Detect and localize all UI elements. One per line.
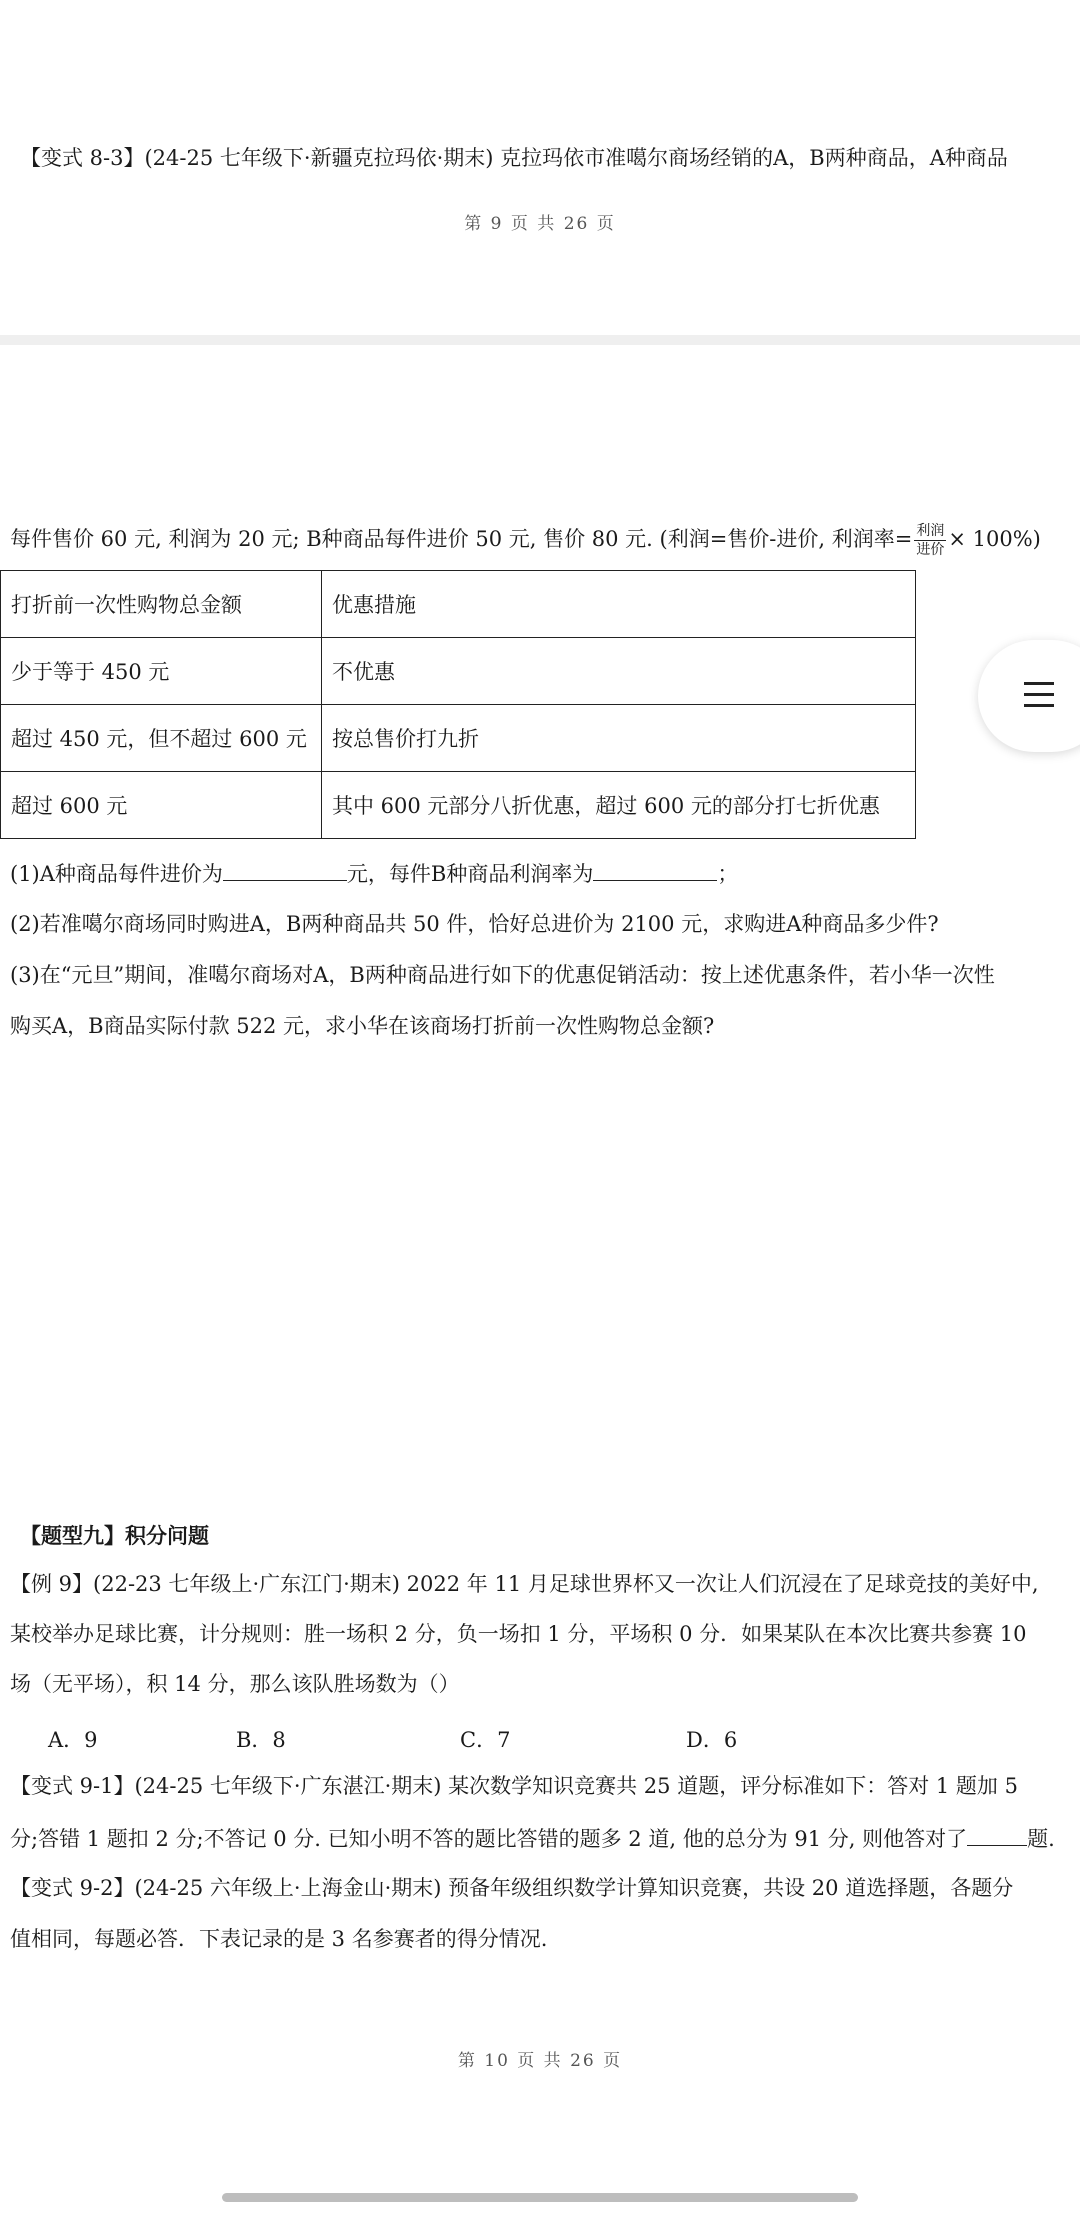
variant-8-3-heading: 【变式 8-3】(24-25 七年级下·新疆克拉玛依·期末) 克拉玛依市准噶尔商场经销的A，B两种商品，A种商品 bbox=[20, 146, 1008, 170]
table-cell: 不优惠 bbox=[322, 638, 916, 705]
table-cell: 按总售价打九折 bbox=[322, 705, 916, 772]
table-header-cell: 优惠措施 bbox=[322, 571, 916, 638]
type-9-title: 【题型九】积分问题 bbox=[20, 1523, 209, 1548]
table-cell: 其中 600 元部分八折优惠，超过 600 元的部分打七折优惠 bbox=[322, 772, 916, 839]
table-row bbox=[1, 772, 916, 839]
answer-blank bbox=[967, 1823, 1027, 1846]
table-cell: 超过 450 元，但不超过 600 元 bbox=[1, 705, 322, 772]
variant-9-2-line-1: 【变式 9-2】(24-25 六年级上·上海金山·期末) 预备年级组织数学计算知识竞赛，共设 20 道选择题，各题分 bbox=[10, 1876, 1014, 1900]
menu-button[interactable] bbox=[978, 640, 1080, 752]
horizontal-scrollbar[interactable] bbox=[222, 2193, 858, 2202]
question-1-part-c: ； bbox=[717, 862, 739, 886]
fraction-numerator: 利润 bbox=[916, 523, 945, 539]
variant-8-3-intro bbox=[10, 522, 1080, 559]
table-cell: 少于等于 450 元 bbox=[1, 638, 322, 705]
table-cell: 超过 600 元 bbox=[1, 772, 322, 839]
page-footer-9: 第 9 页 共 26 页 bbox=[464, 214, 616, 234]
variant-9-2-line-2: 值相同，每题必答．下表记录的是 3 名参赛者的得分情况. bbox=[10, 1927, 548, 1951]
example-9-line-1: 【例 9】(22-23 七年级上·广东江门·期末) 2022 年 11 月足球世界杯又一次让人们沉浸在了足球竞技的美好中, bbox=[10, 1572, 1039, 1596]
table-header-cell: 打折前一次性购物总金额 bbox=[1, 571, 322, 638]
table-row bbox=[1, 705, 916, 772]
option-a: A．9 bbox=[48, 1728, 98, 1752]
variant-9-1-text: 分;答错 1 题扣 2 分;不答记 0 分. 已知小明不答的题比答错的题多 2 道, 他的总分为 91 分, 则他答对了 bbox=[10, 1827, 968, 1851]
question-1 bbox=[10, 858, 1080, 888]
question-2: (2)若准噶尔商场同时购进A，B两种商品共 50 件，恰好总进价为 2100 元，求购进A种商品多少件? bbox=[10, 912, 939, 936]
example-9-line-2: 某校举办足球比赛，计分规则：胜一场积 2 分，负一场扣 1 分，平场积 0 分．如果某队在本次比赛共参赛 10 bbox=[10, 1622, 1027, 1646]
page-separator bbox=[0, 335, 1080, 345]
question-3-line-2: 购买A，B商品实际付款 522 元，求小华在该商场打折前一次性购物总金额? bbox=[10, 1014, 715, 1038]
table-row bbox=[1, 638, 916, 705]
answer-blank bbox=[223, 858, 347, 881]
page-footer-10: 第 10 页 共 26 页 bbox=[457, 2051, 623, 2071]
question-1-part-b: 元，每件B种商品利润率为 bbox=[346, 862, 594, 886]
variant-9-1-line-2 bbox=[10, 1823, 1080, 1853]
fraction-denominator: 进价 bbox=[916, 542, 945, 558]
profit-rate-fraction bbox=[914, 522, 946, 559]
discount-table bbox=[0, 570, 916, 839]
example-9-line-3: 场（无平场），积 14 分，那么该队胜场数为（） bbox=[10, 1672, 460, 1696]
option-c: C．7 bbox=[460, 1728, 511, 1752]
table-header-row bbox=[1, 571, 916, 638]
answer-blank bbox=[593, 858, 717, 881]
intro-text: 每件售价 60 元, 利润为 20 元; B种商品每件进价 50 元, 售价 80 元. (利润=售价-进价, 利润率= bbox=[10, 527, 913, 551]
option-d: D．6 bbox=[686, 1728, 738, 1752]
option-b: B．8 bbox=[236, 1728, 286, 1752]
intro-text-end: × 100%) bbox=[948, 527, 1041, 551]
question-3-line-1: (3)在“元旦”期间，准噶尔商场对A，B两种商品进行如下的优惠促销活动：按上述优惠条件，若小华一次性 bbox=[10, 963, 995, 987]
variant-9-1-end: 题. bbox=[1027, 1827, 1055, 1851]
question-1-part-a: (1)A种商品每件进价为 bbox=[10, 862, 223, 886]
variant-9-1-line-1: 【变式 9-1】(24-25 七年级下·广东湛江·期末) 某次数学知识竞赛共 25 道题，评分标准如下：答对 1 题加 5 bbox=[10, 1774, 1018, 1798]
